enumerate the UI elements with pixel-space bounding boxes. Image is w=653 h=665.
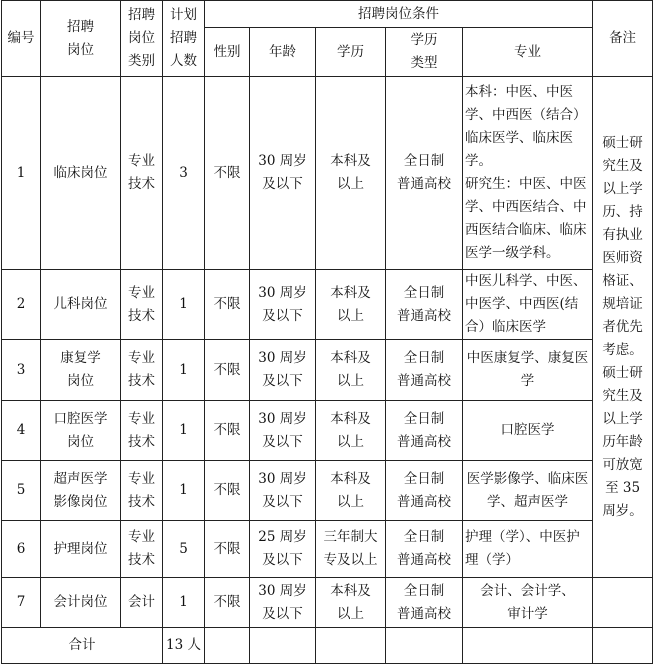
cell-major: 本科：中医、中医学、中西医（结合）临床医学、临床医学。 研究生：中医、中医学、中西医结合、中西医结合临床、临床医学一级学科。 — [463, 77, 593, 270]
cell-age: 30 周岁 及以下 — [250, 77, 316, 270]
remark-cell: 硕士研究生及以上学历、持有执业医师资格证、规培证者优先考虑。硕士研究生及以上学历年龄可放宽至 35 周岁。 — [593, 77, 653, 578]
cell-no: 2 — [2, 270, 41, 340]
cell-education: 三年制大 专及以上 — [316, 521, 386, 578]
total-label: 合计 — [2, 628, 163, 664]
cell-position: 口腔医学 岗位 — [41, 401, 121, 461]
cell-major: 会计、会计学、 审计学 — [463, 578, 593, 628]
cell-category: 专业 技术 — [121, 401, 163, 461]
cell-no: 1 — [2, 77, 41, 270]
total-value: 13 人 — [163, 628, 205, 664]
cell-position: 会计岗位 — [41, 578, 121, 628]
cell-gender: 不限 — [205, 461, 250, 521]
cell-major: 中医康复学、康复医学 — [463, 340, 593, 401]
cell-category: 专业 技术 — [121, 77, 163, 270]
header-gender: 性别 — [205, 28, 250, 77]
cell-category: 专业 技术 — [121, 521, 163, 578]
cell-no: 6 — [2, 521, 41, 578]
cell-education: 本科及 以上 — [316, 578, 386, 628]
cell-age: 30 周岁 及以下 — [250, 461, 316, 521]
cell-gender: 不限 — [205, 77, 250, 270]
total-empty-cell — [250, 628, 316, 664]
cell-planned: 1 — [163, 578, 205, 628]
cell-gender: 不限 — [205, 578, 250, 628]
cell-no: 3 — [2, 340, 41, 401]
recruitment-table — [1, 0, 653, 664]
cell-category: 专业 技术 — [121, 461, 163, 521]
cell-category: 会计 — [121, 578, 163, 628]
cell-gender: 不限 — [205, 340, 250, 401]
cell-position: 护理岗位 — [41, 521, 121, 578]
cell-edu-type: 全日制 普通高校 — [386, 521, 463, 578]
cell-position: 儿科岗位 — [41, 270, 121, 340]
total-row — [2, 628, 653, 664]
header-education: 学历 — [316, 28, 386, 77]
cell-education: 本科及 以上 — [316, 77, 386, 270]
header-conditions: 招聘岗位条件 — [205, 1, 593, 28]
total-empty-cell — [386, 628, 463, 664]
cell-edu-type: 全日制 普通高校 — [386, 461, 463, 521]
table-row — [2, 578, 653, 628]
cell-planned: 3 — [163, 77, 205, 270]
cell-major: 护理（学）、中医护理（学） — [463, 521, 593, 578]
cell-planned: 1 — [163, 340, 205, 401]
cell-edu-type: 全日制 普通高校 — [386, 401, 463, 461]
cell-edu-type: 全日制 普通高校 — [386, 77, 463, 270]
cell-edu-type: 全日制 普通高校 — [386, 270, 463, 340]
cell-category: 专业 技术 — [121, 340, 163, 401]
cell-edu-type: 全日制 普通高校 — [386, 578, 463, 628]
cell-gender: 不限 — [205, 270, 250, 340]
table-row — [2, 77, 653, 270]
cell-education: 本科及 以上 — [316, 401, 386, 461]
cell-age: 30 周岁 及以下 — [250, 340, 316, 401]
table-row — [2, 461, 653, 521]
cell-age: 30 周岁 及以下 — [250, 578, 316, 628]
cell-no: 5 — [2, 461, 41, 521]
cell-edu-type: 全日制 普通高校 — [386, 340, 463, 401]
cell-major: 口腔医学 — [463, 401, 593, 461]
header-edu-type: 学历 类型 — [386, 28, 463, 77]
header-planned: 计划 招聘 人数 — [163, 1, 205, 77]
table-row — [2, 521, 653, 578]
cell-education: 本科及 以上 — [316, 270, 386, 340]
cell-education: 本科及 以上 — [316, 340, 386, 401]
cell-position: 临床岗位 — [41, 77, 121, 270]
cell-gender: 不限 — [205, 401, 250, 461]
cell-age: 30 周岁 及以下 — [250, 401, 316, 461]
remark-empty-cell — [593, 578, 653, 628]
cell-category: 专业 技术 — [121, 270, 163, 340]
total-empty-cell — [463, 628, 593, 664]
header-major: 专业 — [463, 28, 593, 77]
cell-gender: 不限 — [205, 521, 250, 578]
header-category: 招聘 岗位 类别 — [121, 1, 163, 77]
cell-major: 医学影像学、临床医学、超声医学 — [463, 461, 593, 521]
table-row — [2, 270, 653, 340]
cell-position: 康复学 岗位 — [41, 340, 121, 401]
cell-major: 中医儿科学、中医、中医学、中西医(结合）临床医学 — [463, 270, 593, 340]
total-empty-cell — [316, 628, 386, 664]
cell-planned: 1 — [163, 461, 205, 521]
cell-planned: 5 — [163, 521, 205, 578]
total-empty-cell — [593, 628, 653, 664]
cell-planned: 1 — [163, 401, 205, 461]
cell-no: 4 — [2, 401, 41, 461]
header-position: 招聘 岗位 — [41, 1, 121, 77]
header-age: 年龄 — [250, 28, 316, 77]
header-remark: 备注 — [593, 1, 653, 77]
table-row — [2, 401, 653, 461]
cell-planned: 1 — [163, 270, 205, 340]
total-empty-cell — [205, 628, 250, 664]
cell-age: 25 周岁 及以下 — [250, 521, 316, 578]
cell-position: 超声医学 影像岗位 — [41, 461, 121, 521]
header-no: 编号 — [2, 1, 41, 77]
cell-age: 30 周岁 及以下 — [250, 270, 316, 340]
table-row — [2, 340, 653, 401]
cell-education: 本科及 以上 — [316, 461, 386, 521]
cell-no: 7 — [2, 578, 41, 628]
